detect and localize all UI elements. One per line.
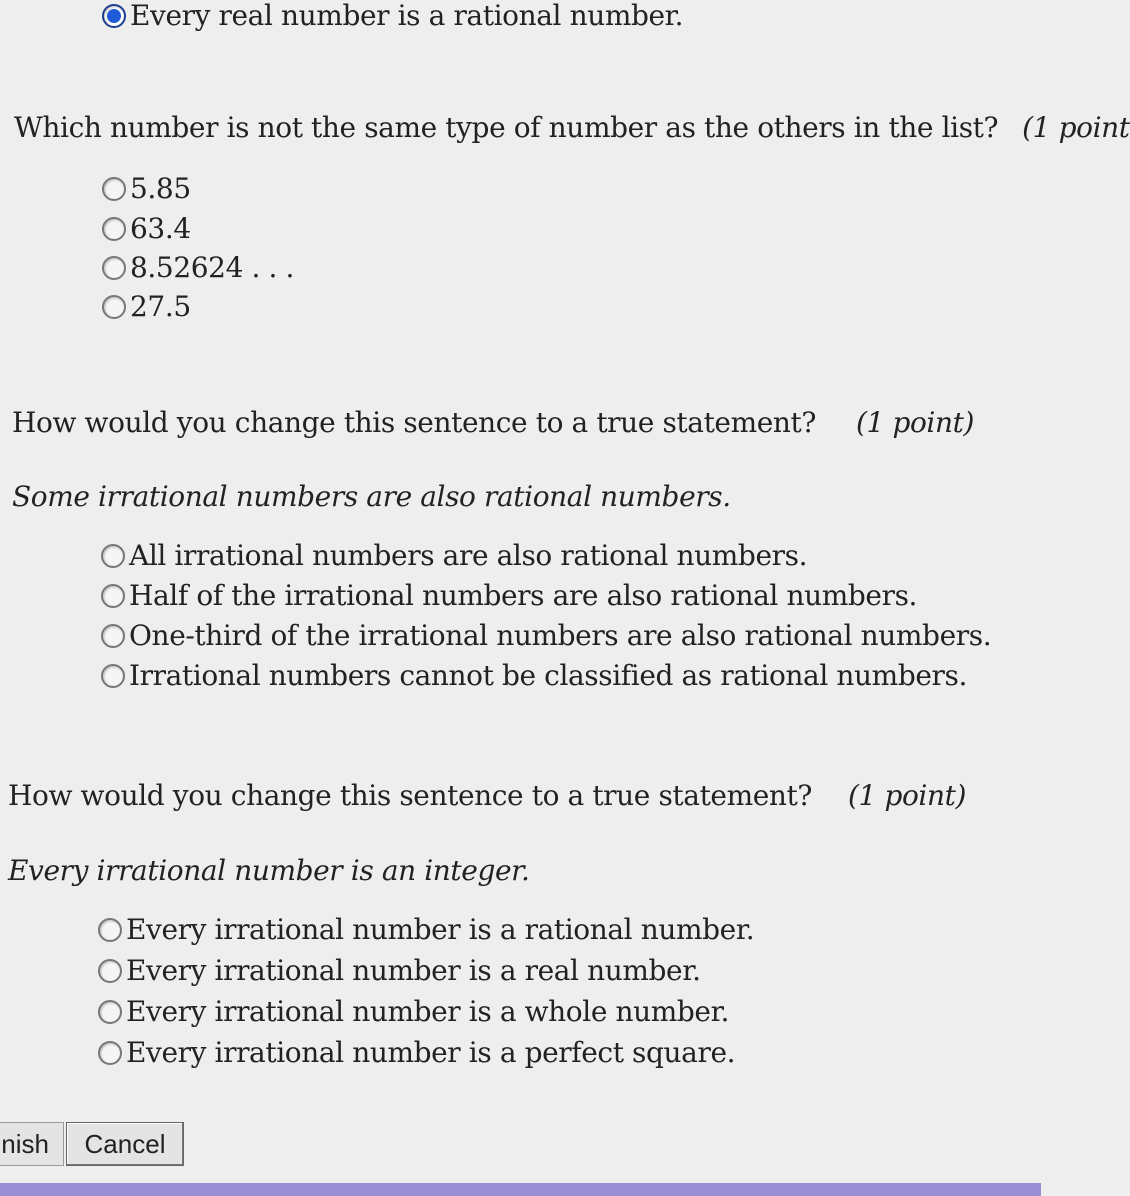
question-3-option-2[interactable] xyxy=(98,955,701,987)
question-3-option-1[interactable] xyxy=(98,914,754,946)
finish-button[interactable]: nish xyxy=(0,1122,64,1166)
question-1-option-3[interactable] xyxy=(102,252,294,284)
radio-button[interactable] xyxy=(101,584,125,608)
radio-button[interactable] xyxy=(98,959,122,983)
question-3-option-3[interactable] xyxy=(98,996,729,1028)
question-3-statement: Every irrational number is an integer. xyxy=(8,854,530,887)
question-3-prompt xyxy=(8,779,966,813)
option-label: Half of the irrational numbers are also rational numbers. xyxy=(129,579,918,612)
question-2-statement: Some irrational numbers are also rational numbers. xyxy=(12,480,731,513)
cancel-button[interactable]: Cancel xyxy=(66,1122,184,1166)
option-label: Every irrational number is a real number. xyxy=(126,954,701,987)
radio-button[interactable] xyxy=(102,256,126,280)
question-2-option-3[interactable] xyxy=(101,620,991,652)
radio-button[interactable] xyxy=(102,217,126,241)
radio-button[interactable] xyxy=(101,544,125,568)
option-label: 5.85 xyxy=(130,172,191,205)
question-1-option-2[interactable] xyxy=(102,213,191,245)
radio-button[interactable] xyxy=(102,177,126,201)
option-label: All irrational numbers are also rational numbers. xyxy=(129,539,808,572)
question-2-option-2[interactable] xyxy=(101,580,917,612)
previous-question-selected-option[interactable] xyxy=(102,0,683,32)
points-label: (1 point) xyxy=(848,779,966,812)
option-label: Every real number is a rational number. xyxy=(130,0,684,32)
question-text: How would you change this sentence to a true statement? xyxy=(8,779,813,812)
option-label: Every irrational number is a rational number. xyxy=(126,913,755,946)
radio-button[interactable] xyxy=(102,295,126,319)
option-label: 27.5 xyxy=(130,290,191,323)
question-3-option-4[interactable] xyxy=(98,1037,735,1069)
option-label: Every irrational number is a whole number. xyxy=(126,995,730,1028)
radio-selected[interactable] xyxy=(102,4,126,28)
option-label: Irrational numbers cannot be classified as rational numbers. xyxy=(129,659,967,692)
question-2-option-1[interactable] xyxy=(101,540,807,572)
option-label: One-third of the irrational numbers are also rational numbers. xyxy=(129,619,992,652)
radio-button[interactable] xyxy=(98,918,122,942)
points-label: (1 point) xyxy=(856,406,974,439)
radio-button[interactable] xyxy=(98,1000,122,1024)
points-label: (1 point xyxy=(1022,111,1130,144)
question-1-option-4[interactable] xyxy=(102,291,191,323)
option-label: Every irrational number is a perfect square. xyxy=(126,1036,736,1069)
question-2-option-4[interactable] xyxy=(101,660,967,692)
question-text: Which number is not the same type of number as the others in the list? xyxy=(14,111,999,144)
question-1-prompt xyxy=(14,111,1130,145)
question-1-option-1[interactable] xyxy=(102,173,191,205)
radio-button[interactable] xyxy=(101,664,125,688)
radio-button[interactable] xyxy=(98,1041,122,1065)
question-text: How would you change this sentence to a true statement? xyxy=(12,406,817,439)
radio-button[interactable] xyxy=(101,624,125,648)
option-label: 63.4 xyxy=(130,212,191,245)
option-label: 8.52624 . . . xyxy=(130,251,294,284)
question-2-prompt xyxy=(12,406,974,440)
bottom-border-bar xyxy=(0,1183,1041,1196)
